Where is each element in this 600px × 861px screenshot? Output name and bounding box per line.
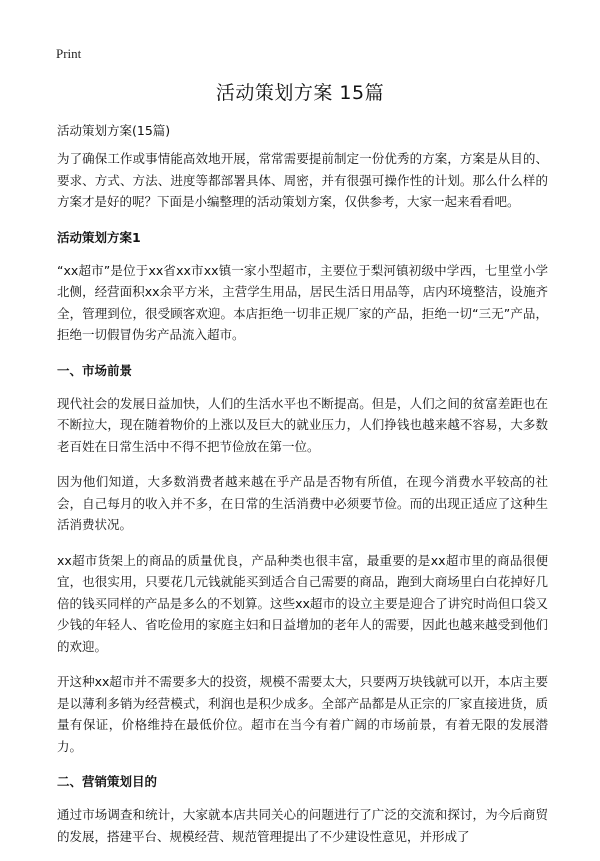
document-body bbox=[57, 148, 548, 861]
market-paragraph-1: 现代社会的发展日益加快，人们的生活水平也不断提高。但是，人们之间的贫富差距也在不断拉大，现在随着物价的上涨以及巨大的就业压力，人们挣钱也越来越不容易，大多数老百姓在日常生活中不得不把节俭放在第一位。 bbox=[57, 395, 548, 454]
print-label: Print bbox=[56, 46, 82, 61]
plan1-paragraph: “xx超市”是位于xx省xx市xx镇一家小型超市，主要位于梨河镇初级中学西，七里堂小学北侧，经营面积xx余平方米，主营学生用品，居民生活日用品等，店内环境整洁，设施齐全，管理到位，很受顾客欢迎。本店拒绝一切非正规厂家的产品，拒绝一切“三无”产品，拒绝一切假冒伪劣产品流入超市。 bbox=[57, 262, 548, 342]
page-title: 活动策划方案 15篇 bbox=[215, 82, 385, 104]
market-paragraph-2: 因为他们知道，大多数消费者越来越在乎产品是否物有所值，在现今消费水平较高的社会，自己每月的收入并不多，在日常的生活消费中必须要节俭。而的出现正适应了这种生活消费状况。 bbox=[57, 474, 548, 532]
intro-paragraph: 为了确保工作或事情能高效地开展，常常需要提前制定一份优秀的方案，方案是从目的、要求、方式、方法、进度等都部署具体、周密，并有很强可操作性的计划。那么什么样的方案才是好的呢？下面是小编整理的活动策划方案，仅供参考，大家一起来看看吧。 bbox=[57, 151, 548, 209]
section-heading-market: 一、市场前景 bbox=[57, 362, 133, 378]
section-heading-marketing: 二、营销策划目的 bbox=[57, 774, 158, 789]
market-paragraph-3: xx超市货架上的商品的质量优良，产品种类也很丰富，最重要的是xx超市里的商品很便宜，也很实用，只要花几元钱就能买到适合自己需要的商品，跑到大商场里白白花掉好几倍的钱买同样的产品是多么的不划算。这些xx超市的设立主要是迎合了讲究时尚但口袋又少钱的年轻人、省吃俭用的家庭主妇和日益增加的老年人的需要，因此也越来越受到他们的欢迎。 bbox=[57, 552, 548, 654]
marketing-paragraph: 通过市场调查和统计，大家就本店共同关心的问题进行了广泛的交流和探讨，为今后商贸的发展，搭建平台、规模经营、规范管理提出了不少建设性意见，并形成了 bbox=[57, 807, 548, 844]
document-subtitle: 活动策划方案(15篇) bbox=[57, 123, 171, 138]
section-heading-plan1: 活动策划方案1 bbox=[57, 229, 141, 245]
market-paragraph-4: 开这种xx超市并不需要多大的投资，规模不需要太大，只要两万块钱就可以开，本店主要是以薄利多销为经营模式，利润也是积少成多。全部产品都是从正宗的厂家直接进货，质量有保证，价格维持在最低价位。超市在当今有着广阔的市场前景，有着无限的发展潜力。 bbox=[57, 674, 548, 754]
